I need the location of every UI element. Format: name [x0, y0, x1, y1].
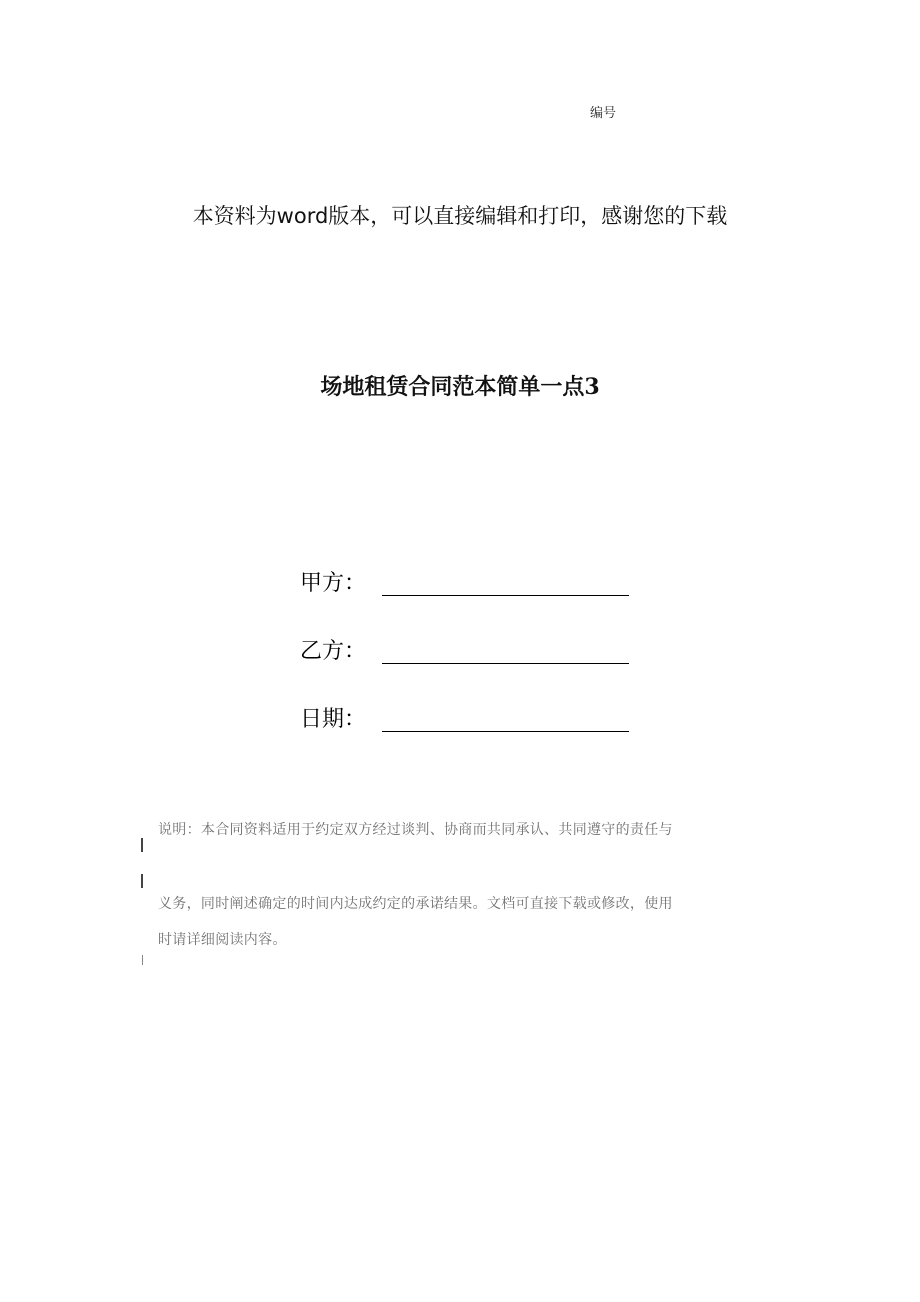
- party-a-label: 甲方：: [300, 571, 367, 596]
- party-b-blank-line: [382, 663, 629, 664]
- description-line-2: 义务，同时阐述确定的时间内达成约定的承诺结果。文档可直接下载或修改，使用: [158, 896, 673, 912]
- margin-mark: [141, 874, 143, 888]
- margin-mark: [142, 955, 143, 965]
- party-a-row: [300, 566, 640, 598]
- word-version-notice: 本资料为word版本，可以直接编辑和打印，感谢您的下载: [192, 204, 728, 228]
- date-label: 日期：: [300, 707, 367, 732]
- document-title: 场地租赁合同范本简单一点3: [320, 374, 600, 400]
- document-number-label: 编号: [590, 106, 617, 121]
- party-b-label: 乙方：: [300, 639, 367, 664]
- party-b-row: [300, 634, 640, 666]
- party-a-blank-line: [382, 595, 629, 596]
- margin-mark: [141, 838, 143, 852]
- description-line-3: 时请详细阅读内容。: [158, 932, 287, 948]
- date-blank-line: [382, 731, 629, 732]
- date-row: [300, 702, 640, 734]
- description-line-1: 说明：本合同资料适用于约定双方经过谈判、协商而共同承认、共同遵守的责任与: [158, 822, 673, 838]
